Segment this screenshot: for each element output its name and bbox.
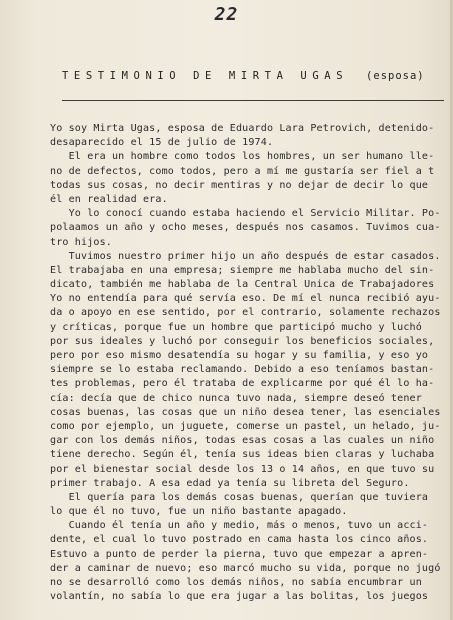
body-line: él en realidad era. [50,193,168,205]
testimony-title [62,70,452,82]
body-line: der a caminar de nuevo; eso marcó mucho su vida, porque no jugó [50,562,441,574]
body-line: Yo no entendía para qué servía eso. De mí el nunca recibió ayu- [50,293,441,305]
title-relation: (esposa) [366,70,425,82]
body-line: El era un hombre como todos los hombres, un ser humano lle- [50,151,435,163]
body-line: como por ejemplo, un juguete, comerse un pastel, un helado, ju- [50,420,441,432]
body-line: por el bienestar social desde los 13 o 14 años, en que tuvo su [50,463,435,475]
body-line: cosas buenas, las cosas que un niño desea tener, las esenciales [50,406,441,418]
title-text: TESTIMONIO DE MIRTA UGAS [62,70,349,82]
body-line: no se desarrolló como los demás niños, no sabía encumbrar un [50,577,422,588]
body-line: cía: decía que de chico nunca tuvo nada, siempre deseó tener [50,392,422,404]
body-line: Yo lo conocí cuando estaba haciendo el Servicio Militar. Po- [50,208,441,220]
body-line: El quería para los demás cosas buenas, querían que tuviera [50,491,429,503]
body-line: Yo soy Mirta Ugas, esposa de Eduardo Lara Petrovich, detenido- [50,123,435,134]
body-line: Estuvo a punto de perder la pierna, tuvo que empezar a apren- [50,548,429,560]
body-line: lo que él no tuvo, fue un niño bastante apagado. [50,506,348,518]
body-line: primer trabajo. A esa edad ya tenía su libreta del Seguro. [50,477,410,489]
title-underline [62,100,444,101]
body-line: dente, el cual lo tuvo postrado en cama hasta los cinco años. [50,534,429,546]
body-line: Cuando él tenía un año y medio, más o menos, tuvo un acci- [50,520,429,532]
body-line: desaparecido el 15 de julio de 1974. [50,137,274,149]
body-line: tro hijos. [50,236,112,248]
body-line: todas sus cosas, no decir mentiras y no dejar de decir lo que [50,179,429,191]
body-line: tes problemas, pero él trataba de explicarme por qué él lo ha- [50,378,435,390]
body-line: polaamos un año y ocho meses, después nos casamos. Tuvimos cua- [50,222,441,234]
page-number: 22 [214,4,239,25]
body-line: pero por eso mismo desatendía su hogar y su familia, y eso yo [50,350,429,361]
body-line: y críticas, porque fue un hombre que participó mucho y luchó [50,321,422,333]
body-line: dicato, también me hablaba de la Central Unica de Trabajadores [50,279,435,291]
body-line: Tuvimos nuestro primer hijo un año después de estar casados. [50,250,441,262]
body-line: no de defectos, como todos, pero a mí me gustaría ser fiel a t [50,165,435,177]
body-line: tiene derecho. Según él, tenía sus ideas bien claras y luchaba [50,449,435,461]
body-line: gar con los demás niños, todas esas cosas a las cuales un niño [50,435,435,447]
body-line: volantín, no sabía lo que era jugar a las bolitas, los juegos [50,591,429,603]
body-line: siempre se lo estaba reclamando. Debido a eso teníamos bastan- [50,364,435,376]
body-line: por sus ideales y luchó por conseguir los beneficios sociales, [50,335,435,347]
testimony-body [50,122,453,604]
body-line: El trabajaba en una empresa; siempre me hablaba mucho del sin- [50,264,435,276]
body-line: da o apoyo en ese sentido, por el contrario, solamente rechazos [50,307,441,319]
